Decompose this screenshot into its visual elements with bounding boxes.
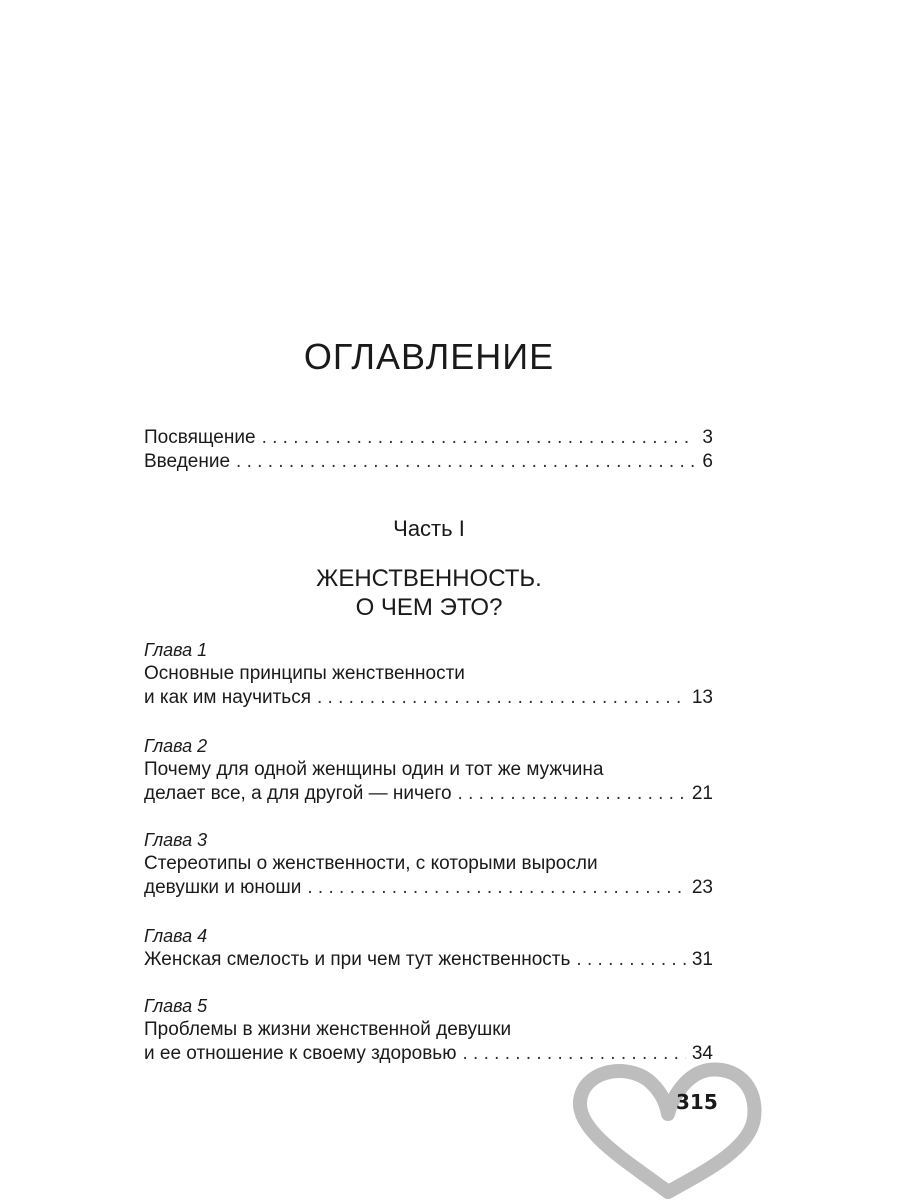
chapter-title-line: девушки и юноши bbox=[144, 877, 302, 898]
leader-dots bbox=[317, 686, 686, 710]
leader-dots bbox=[458, 782, 686, 806]
page-number: 315 bbox=[676, 1090, 718, 1114]
chapter-label: Глава 4 bbox=[144, 926, 208, 946]
chapter-title-line: Почему для одной женщины один и тот же мужчина bbox=[144, 759, 604, 780]
leader-dots bbox=[236, 450, 696, 474]
chapter-title-line: делает все, а для другой — ничего bbox=[144, 783, 452, 804]
chapter-entry[interactable] bbox=[144, 638, 713, 710]
toc-entry-page: 6 bbox=[702, 451, 713, 472]
chapter-entry[interactable] bbox=[144, 828, 713, 900]
toc-entry-page: 3 bbox=[702, 427, 713, 448]
toc-entry[interactable] bbox=[144, 426, 713, 450]
chapter-title-line: Основные принципы женственности bbox=[144, 663, 465, 684]
toc-entry[interactable] bbox=[144, 450, 713, 474]
chapter-entry[interactable] bbox=[144, 924, 713, 972]
toc-entry-text: Введение bbox=[144, 451, 231, 472]
chapter-title-line: и как им научиться bbox=[144, 687, 311, 708]
part-heading: Часть I bbox=[393, 516, 465, 541]
chapter-page: 23 bbox=[691, 877, 713, 898]
chapter-entry[interactable] bbox=[144, 994, 713, 1066]
leader-dots bbox=[307, 876, 686, 900]
chapter-label: Глава 3 bbox=[144, 830, 208, 850]
heart-icon bbox=[568, 1062, 768, 1200]
leader-dots bbox=[576, 948, 685, 972]
chapter-label: Глава 1 bbox=[144, 640, 208, 660]
chapter-label: Глава 5 bbox=[144, 996, 208, 1016]
chapter-page: 31 bbox=[691, 949, 713, 970]
chapter-title-line: и ее отношение к своему здоровью bbox=[144, 1043, 457, 1064]
chapter-page: 21 bbox=[691, 783, 713, 804]
front-matter bbox=[144, 426, 713, 474]
chapter-page: 13 bbox=[691, 687, 713, 708]
toc-entry-text: Посвящение bbox=[144, 427, 256, 448]
chapter-title-line: Проблемы в жизни женственной девушки bbox=[144, 1019, 512, 1040]
chapter-title-line: Стереотипы о женственности, с которыми выросли bbox=[144, 853, 598, 874]
part-title-line2: О ЧЕМ ЭТО? bbox=[355, 594, 503, 621]
page-title: ОГЛАВЛЕНИЕ bbox=[303, 336, 555, 377]
chapter-title-line: Женская смелость и при чем тут женственность bbox=[144, 949, 571, 970]
part-title-line1: ЖЕНСТВЕННОСТЬ. bbox=[316, 565, 542, 592]
chapter-label: Глава 2 bbox=[144, 736, 208, 756]
chapter-page: 34 bbox=[691, 1043, 713, 1064]
chapter-entry[interactable] bbox=[144, 734, 713, 806]
leader-dots bbox=[262, 426, 697, 450]
